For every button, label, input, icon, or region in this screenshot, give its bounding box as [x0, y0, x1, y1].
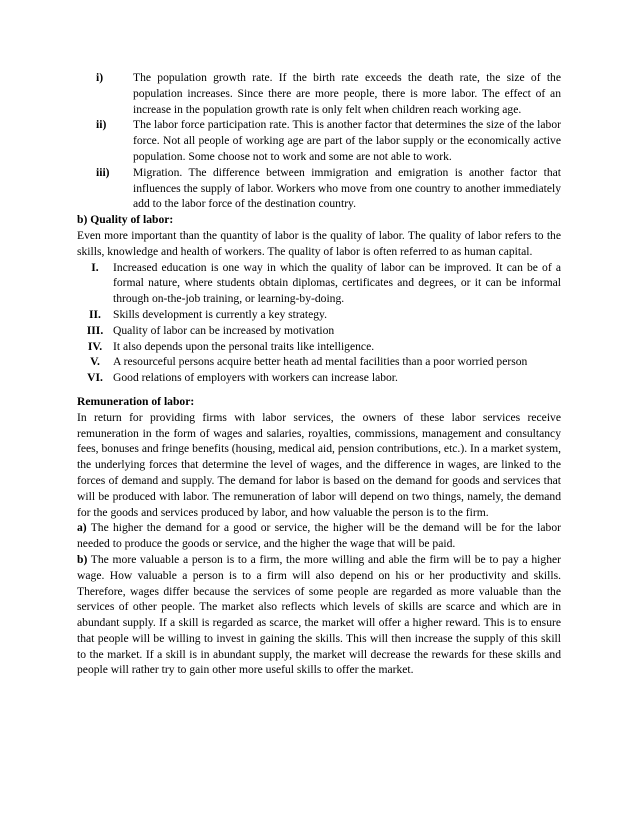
remuneration-heading: Remuneration of labor:: [77, 394, 195, 408]
list-item: [96, 165, 561, 212]
quality-heading: b) Quality of labor:: [77, 213, 174, 227]
list-text: A resourceful persons acquire better heath ad mental facilities than a poor worried person: [113, 355, 528, 369]
list-number: II.: [89, 307, 101, 321]
list-number: IV.: [87, 339, 103, 353]
list-number: III.: [86, 323, 104, 337]
point-text: The more valuable a person is to a firm, the more willing and able the firm will be to pay a higher wage. How valuable a person is to a firm will also depend on his or her productivity and skills. Therefore, wages differ because the services of some people are regarded as more valuable than the services of other people. The market also reflects which levels of skills are scarce and which are in abundant supply. If a skill is regarded as scarce, the market will offer a higher reward. This is to ensure that people will be willing to invest in gaining the skills. This will then increase the supply of this skill to the market. If a skill is in abundant supply, the market will decrease the rewards for these skills and people will rather try to gain other more useful skills to offer the market.: [77, 552, 561, 677]
list-item: [77, 339, 561, 355]
factors-list: [77, 70, 561, 212]
list-text: Increased education is one way in which the quality of labor can be improved. It can be of a formal nature, where students obtain diplomas, certificates and degrees, or it can be informal through on-the-job training, or learning-by-doing.: [113, 260, 561, 306]
point-text: The higher the demand for a good or service, the higher will be the demand will be for the labor needed to produce the goods or service, and the higher the wage that will be paid.: [77, 521, 561, 551]
list-text: It also depends upon the personal traits like intelligence.: [113, 339, 375, 353]
list-item: [77, 307, 561, 323]
list-text: Migration. The difference between immigration and emigration is another factor that influences the supply of labor. Workers who move from one country to another immediately add to the labor force of the destination country.: [133, 165, 561, 211]
list-number: V.: [90, 355, 100, 369]
section-spacer: [77, 386, 561, 394]
remuneration-paragraph: In return for providing firms with labor services, the owners of these labor services receive remuneration in the form of wages and salaries, royalties, commissions, management and consultancy fees, bonuses and fringe benefits (housing, medical aid, pension contributions, etc.). In a market system, the underlying forces that determine the level of wages, and the difference in wages, are linked to the forces of demand and supply. The demand for labor is based on the demand for goods and services that will be produced with labor. The remuneration of labor will depend on two things, namely, the demand for the goods and services produced by labor, and how valuable the person is to the firm.: [77, 410, 561, 519]
list-item: [96, 117, 561, 164]
list-number: VI.: [87, 371, 103, 385]
list-text: Skills development is currently a key strategy.: [113, 307, 328, 321]
list-text: Quality of labor can be increased by motivation: [113, 323, 335, 337]
list-item: [77, 260, 561, 307]
list-item: [96, 70, 561, 117]
remuneration-point-a: [77, 520, 561, 552]
list-text: The population growth rate. If the birth rate exceeds the death rate, the size of the population increases. Since there are more people, there is more labor. The effect of an increase in the population growth rate is only felt when children reach working age.: [133, 71, 561, 116]
list-text: Good relations of employers with workers can increase labor.: [113, 371, 398, 385]
list-number: i): [96, 71, 104, 84]
quality-paragraph: Even more important than the quantity of labor is the quality of labor. The quality of labor refers to the skills, knowledge and health of workers. The quality of labor is often referred to as human capital.: [77, 228, 561, 258]
point-label: a): [77, 521, 87, 535]
list-number: iii): [96, 165, 110, 179]
list-number: I.: [91, 260, 99, 274]
list-item: [77, 370, 561, 386]
list-item: [77, 354, 561, 370]
list-number: ii): [96, 118, 107, 132]
list-item: [77, 323, 561, 339]
point-label: b): [77, 552, 88, 566]
list-text: The labor force participation rate. This is another factor that determines the size of the labor force. Not all people of working age are part of the labor supply or the economically active population. Some choose not to work and some are not able to work.: [133, 118, 561, 163]
remuneration-point-b: [77, 552, 561, 678]
quality-list: [77, 260, 561, 386]
